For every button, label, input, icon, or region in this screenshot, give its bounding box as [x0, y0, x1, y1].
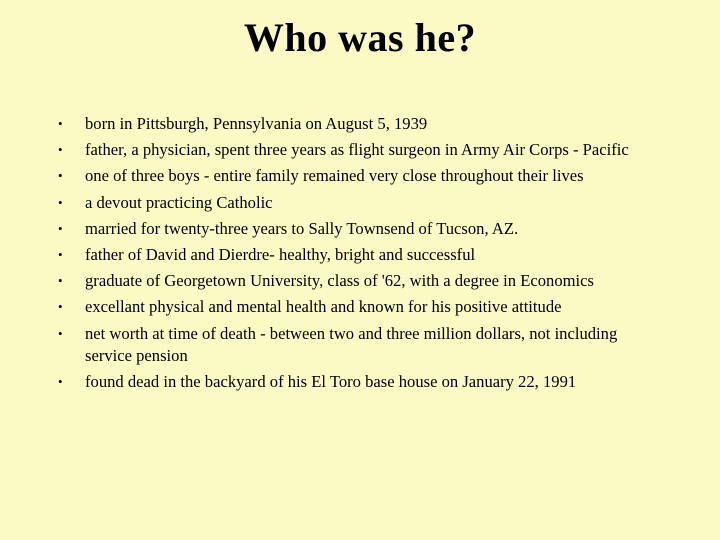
list-item	[58, 296, 668, 318]
bullet-icon: •	[58, 325, 63, 341]
list-item	[58, 165, 668, 187]
bullet-text: found dead in the backyard of his El Toro base house on January 22, 1991	[85, 371, 577, 391]
bullet-text: excellant physical and mental health and known for his positive attitude	[85, 297, 562, 317]
slide-title: Who was he?	[243, 15, 477, 60]
bullet-icon: •	[58, 273, 63, 289]
bullet-icon: •	[58, 194, 63, 210]
list-item	[58, 113, 668, 135]
bullet-icon: •	[58, 142, 63, 158]
list-item	[58, 270, 668, 292]
bullet-text: net worth at time of death - between two and three million dollars, not including service pension	[85, 323, 618, 365]
bullet-text: married for twenty-three years to Sally Townsend of Tucson, AZ.	[85, 218, 519, 238]
list-item	[58, 244, 668, 266]
bullet-text: father of David and Dierdre- healthy, bright and successful	[85, 244, 476, 264]
bullet-icon: •	[58, 168, 63, 184]
bullet-text: one of three boys - entire family remained very close throughout their lives	[85, 166, 584, 186]
bullet-text: a devout practicing Catholic	[85, 192, 273, 212]
bullet-text: father, a physician, spent three years as flight surgeon in Army Air Corps - Pacific	[85, 140, 629, 160]
bullet-icon: •	[58, 220, 63, 236]
bullet-text: graduate of Georgetown University, class of '62, with a degree in Economics	[85, 271, 594, 291]
bullet-icon: •	[58, 246, 63, 262]
bullet-icon: •	[58, 116, 63, 131]
list-item	[58, 139, 668, 161]
bullet-icon: •	[58, 373, 63, 389]
list-item	[58, 218, 668, 240]
bullet-list	[58, 113, 668, 397]
bullet-text: born in Pittsburgh, Pennsylvania on August 5, 1939	[85, 114, 428, 133]
list-item	[58, 323, 668, 367]
list-item	[58, 371, 668, 393]
list-item	[58, 192, 668, 214]
bullet-icon: •	[58, 299, 63, 315]
